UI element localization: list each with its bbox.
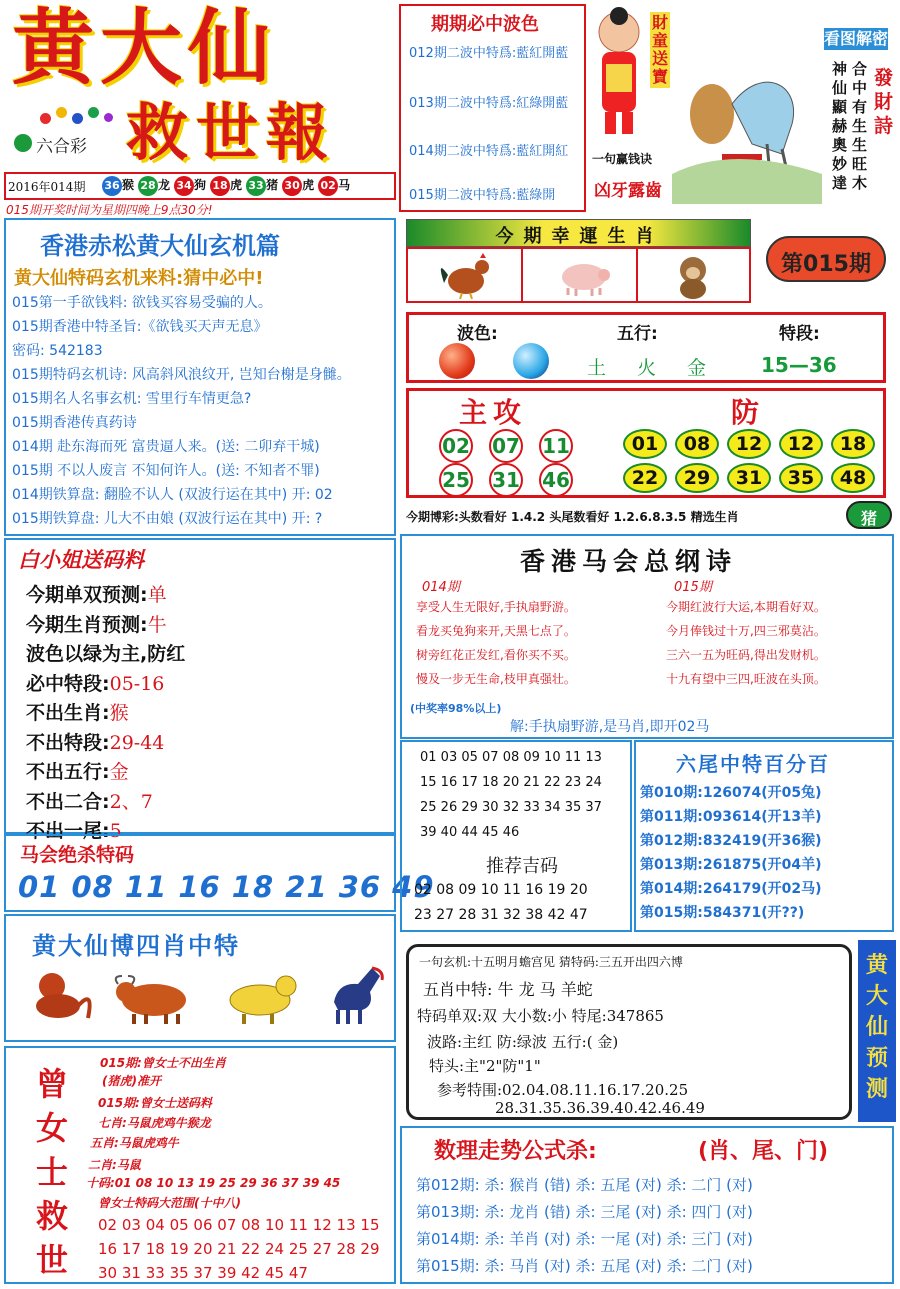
phrase: 凶牙露齒 — [594, 181, 662, 201]
poem-right-line: 十九有望中三四,旺波在头顶。 — [666, 672, 826, 686]
baixiao-row — [26, 639, 185, 666]
xuanji-line: 015期铁算盘: 儿大不由娘 (双波行运在其中) 开: ? — [12, 511, 323, 527]
element-label: 五行: — [617, 324, 658, 344]
xuanji-line: 015期香港传真药诗 — [12, 415, 137, 431]
tail-row: 第014期:264179(开02马) — [640, 881, 822, 897]
baixiao-row-value: 猴 — [109, 702, 129, 724]
tip-line: 参考特围:02.04.08.11.16.17.20.25 — [437, 1081, 689, 1099]
tip-line: 特头:主"2"防"1" — [429, 1057, 541, 1075]
zeng-box — [4, 1046, 396, 1284]
zeng-line: 015期:曾女士送码料 — [98, 1096, 212, 1110]
xuanji-line: 014期铁算盘: 翻脸不认人 (双波行运在其中) 开: 02 — [12, 487, 333, 503]
poem-box — [400, 534, 894, 739]
numbers-box — [400, 740, 632, 932]
baixiao-row-label: 不出二合: — [26, 790, 110, 813]
attrs-box — [406, 312, 886, 383]
number-row: 39 40 44 45 46 — [420, 825, 520, 840]
poem-left-line: 树旁红花正发红,看你买不买。 — [416, 648, 576, 662]
phrase-title: 一句赢钱诀 — [592, 152, 653, 166]
wave-line: 012期二波中特爲:藍紅開藍 — [409, 46, 569, 61]
blue-ball-icon — [513, 343, 549, 379]
xuanji-line: 015期 不以人废言 不知何许人。(送: 不知者不罪) — [12, 463, 320, 479]
baixiao-row — [26, 787, 153, 814]
zeng-line: 五肖:马鼠虎鸡牛 — [90, 1136, 179, 1150]
ox-icon — [110, 972, 196, 1026]
number-row: 25 26 29 30 32 33 34 35 37 — [420, 800, 602, 815]
monkey-icon — [668, 253, 718, 299]
wave-box-title: 期期必中波色 — [431, 14, 539, 35]
result-item — [210, 176, 242, 196]
tip-line: 波路:主红 防:绿波 五行:( 金) — [427, 1033, 619, 1051]
masthead-title-bottom: 救世報 — [126, 96, 337, 169]
formula-row: 第013期: 杀: 龙肖 (错) 杀: 三尾 (对) 杀: 四门 (对) — [416, 1203, 753, 1221]
four-title: 黄大仙博四肖中特 — [32, 932, 240, 960]
result-zodiac: 猪 — [266, 178, 279, 192]
tail-row: 第015期:584371(开??) — [640, 905, 805, 921]
result-item — [282, 176, 314, 196]
xuanji-line: 015期香港中特圣旨:《欲钱买天声无息》 — [12, 319, 268, 335]
xuanji-title: 香港赤松黄大仙玄机篇 — [40, 232, 280, 260]
horse-stool-icon — [672, 24, 822, 204]
kill-nums: 01 08 11 16 18 21 36 49 — [18, 870, 435, 904]
baixiao-row-value: 29-44 — [109, 731, 165, 754]
defend-number: 48 — [831, 463, 875, 493]
xuanji-line: 密码: 542183 — [12, 343, 103, 359]
baixiao-title: 白小姐送码料 — [18, 548, 144, 572]
poem-left-line: 看龙买兔狗来开,天黑七点了。 — [416, 624, 576, 638]
main-label: 主攻 — [459, 396, 528, 429]
poem-right-issue: 015期 — [674, 580, 712, 595]
red-ball-icon — [439, 343, 475, 379]
wealth-box — [588, 4, 672, 209]
defend-number: 01 — [623, 429, 667, 459]
main-number: 02 — [439, 429, 473, 463]
poem-col: 合中有生生旺木 — [852, 60, 868, 192]
baixiao-row — [26, 728, 164, 755]
zeng-line: 曾女士特码大范围(十中八) — [98, 1196, 241, 1210]
zeng-line: 十码:01 08 10 13 19 25 29 36 37 39 45 — [86, 1176, 341, 1190]
lucky-number-row: 23 27 28 31 32 38 42 47 — [414, 907, 588, 923]
tip-line: 28.31.35.36.39.40.42.46.49 — [495, 1099, 705, 1117]
poem-left-line: 慢及一步无生命,枝甲真强壮。 — [416, 672, 576, 686]
poem-picture — [672, 4, 898, 209]
poem-right-line: 今月俸钱过十万,四三邪莫沾。 — [666, 624, 826, 638]
tip-line: 五肖中特: 牛 龙 马 羊蛇 — [423, 980, 593, 999]
kill-title: 马会绝杀特码 — [20, 844, 135, 866]
main-number: 07 — [489, 429, 523, 463]
defend-label: 防 — [731, 396, 760, 429]
xuanji-line: 015期名人名事玄机: 雪里行车情更急? — [12, 391, 252, 407]
result-item — [102, 176, 134, 196]
tips-box — [406, 944, 852, 1120]
formula-row: 第014期: 杀: 羊肖 (对) 杀: 一尾 (对) 杀: 三门 (对) — [416, 1230, 753, 1248]
result-item — [246, 176, 278, 196]
baixiao-row — [26, 698, 129, 725]
baixiao-row-label: 不出生肖: — [26, 702, 110, 724]
kill-box — [4, 834, 435, 912]
segment-label: 特段: — [779, 324, 820, 344]
result-number: 28 — [138, 176, 158, 196]
lotto-label: 六合彩 — [36, 137, 87, 157]
tip-line: 特码单双:双 大小数:小 特尾:347865 — [417, 1007, 664, 1025]
poem-col: 神仙顯赫奧妙達 — [832, 60, 848, 192]
results-bar — [4, 172, 396, 200]
xuanji-box — [4, 218, 396, 536]
defend-number: 12 — [727, 429, 771, 459]
baixiao-row-label: 不出五行: — [26, 761, 110, 783]
rooster-icon — [436, 253, 496, 299]
baixiao-row — [26, 610, 167, 637]
baixiao-row-value: 05-16 — [109, 672, 165, 695]
tail-row: 第012期:832419(开36猴) — [640, 833, 822, 849]
baixiao-row-value: 金 — [109, 761, 129, 783]
four-box — [4, 914, 396, 1042]
xuanji-line: 014期 赴东海而死 富贵逼人来。(送: 二卯弃干城) — [12, 439, 320, 455]
footer-badge-label: 猪 — [860, 509, 877, 528]
element-1: 土 — [587, 357, 607, 379]
result-item — [174, 176, 206, 196]
baixiao-row-value: 2、7 — [109, 790, 153, 813]
result-item — [138, 176, 170, 196]
wave-line: 014期二波中特爲:藍紅開紅 — [409, 144, 569, 159]
formula-title-2: (肖、尾、门) — [698, 1139, 829, 1164]
footer-badge — [846, 501, 892, 529]
main-number: 25 — [439, 463, 473, 497]
results-row — [102, 176, 354, 198]
result-zodiac: 虎 — [302, 178, 315, 192]
element-3: 金 — [687, 357, 707, 379]
goat-icon — [220, 970, 300, 1026]
attack-box — [406, 388, 886, 498]
result-zodiac: 龙 — [158, 178, 171, 192]
wave-box — [399, 4, 586, 212]
tail-box — [634, 740, 894, 932]
baixiao-row-label: 今期单双预测: — [26, 584, 148, 606]
lucky-nums-title: 推荐吉码 — [486, 856, 558, 877]
zeng-line: (猪虎)准开 — [102, 1074, 161, 1088]
wave-line: 015期二波中特爲:藍綠開 — [409, 188, 556, 203]
defend-number: 12 — [779, 429, 823, 459]
baixiao-row-label: 必中特段: — [26, 672, 110, 695]
lotto-logo-icon — [14, 134, 32, 152]
defend-number: 29 — [675, 463, 719, 493]
defend-number: 22 — [623, 463, 667, 493]
defend-number: 31 — [727, 463, 771, 493]
number-row: 15 16 17 18 20 21 22 23 24 — [420, 775, 602, 790]
tail-title: 六尾中特百分百 — [676, 752, 830, 776]
draw-notice: 015期开奖时间为星期四晚上9点30分! — [6, 203, 213, 217]
pig-icon — [554, 257, 614, 297]
poem-rate: (中奖率98%以上) — [410, 702, 502, 715]
attack-footer: 今期博彩:头数看好 1.4.2 头尾数看好 1.2.6.8.3.5 精选生肖 — [406, 510, 739, 524]
zeng-range-row: 16 17 18 19 20 21 22 24 25 27 28 29 — [98, 1240, 380, 1258]
poem-pic-title: 看图解密 — [824, 29, 889, 48]
formula-row: 第012期: 杀: 猴肖 (错) 杀: 五尾 (对) 杀: 二门 (对) — [416, 1176, 753, 1194]
tail-row: 第010期:126074(开05兔) — [640, 785, 822, 801]
lucky-number-row: 02 08 09 10 11 16 19 20 — [414, 882, 588, 898]
baixiao-row-value: 单 — [147, 584, 167, 606]
baixiao-row-value: 牛 — [147, 613, 167, 636]
element-2: 火 — [637, 357, 657, 379]
defend-number: 35 — [779, 463, 823, 493]
baixiao-row-label: 今期生肖预测: — [26, 613, 148, 636]
baixiao-row — [26, 757, 129, 784]
result-number: 02 — [318, 176, 338, 196]
xuanji-line: 015期特码玄机诗: 风高斜风浪纹开, 岂知台榭是身雠。 — [12, 367, 351, 383]
result-number: 36 — [102, 176, 122, 196]
zeng-line: 015期:曾女士不出生肖 — [100, 1056, 226, 1070]
number-row: 01 03 05 07 08 09 10 11 13 — [420, 750, 602, 765]
lucky-animals — [406, 247, 751, 303]
xuanji-subtitle: 黄大仙特码玄机来料:猜中必中! — [14, 268, 264, 289]
formula-row: 第015期: 杀: 马肖 (对) 杀: 五尾 (对) 杀: 二门 (对) — [416, 1257, 753, 1275]
result-number: 33 — [246, 176, 266, 196]
color-dots-icon — [40, 107, 120, 127]
result-number: 34 — [174, 176, 194, 196]
main-number: 46 — [539, 463, 573, 497]
zeng-side: 曾女士救世 — [35, 1065, 68, 1279]
zeng-line: 七肖:马鼠虎鸡牛猴龙 — [98, 1116, 211, 1130]
masthead — [0, 0, 396, 215]
tail-row: 第013期:261875(开04羊) — [640, 857, 822, 873]
result-number: 18 — [210, 176, 230, 196]
baixiao-row-value: 5 — [109, 820, 122, 842]
defend-number: 08 — [675, 429, 719, 459]
baixiao-box — [4, 538, 396, 842]
zeng-line: 二肖:马鼠 — [88, 1158, 141, 1172]
defend-number: 18 — [831, 429, 875, 459]
result-zodiac: 狗 — [194, 178, 207, 192]
segment-value: 15—36 — [761, 353, 837, 377]
result-zodiac: 虎 — [230, 178, 243, 192]
issue-badge — [766, 236, 886, 282]
tail-row: 第011期:093614(开13羊) — [640, 809, 822, 825]
baixiao-row-label: 不出一尾: — [26, 820, 110, 842]
main-number: 11 — [539, 429, 573, 463]
wealth-child-icon — [590, 4, 648, 139]
result-zodiac: 马 — [338, 178, 351, 192]
issue-label: 2016年014期 — [8, 180, 86, 194]
lucky-title: 今期幸運生肖 — [495, 226, 664, 247]
result-number: 30 — [282, 176, 302, 196]
horse-icon — [318, 962, 390, 1026]
wave-line: 013期二波中特爲:紅綠開藍 — [409, 96, 569, 111]
tips-side — [858, 940, 896, 1122]
tip-line: 一句玄机:十五明月蟾宫见 猜特码:三五开出四六博 — [419, 955, 683, 969]
zeng-range-row: 02 03 04 05 06 07 08 10 11 12 13 15 — [98, 1216, 380, 1234]
lucky-title-bar — [406, 219, 751, 247]
baixiao-row-label: 不出特段: — [26, 731, 110, 754]
result-zodiac: 猴 — [122, 178, 135, 192]
poem-title: 香港马会总纲诗 — [520, 547, 738, 576]
poem-right-line: 三六一五为旺码,得出发财机。 — [666, 648, 826, 662]
baixiao-row — [26, 669, 164, 696]
poem-answer: 解:手执扇野游,是马肖,即开02马 — [510, 719, 710, 735]
baixiao-row-label: 波色以绿为主,防红 — [26, 643, 186, 665]
zeng-range-row: 30 31 33 35 37 39 42 45 47 — [98, 1264, 308, 1282]
masthead-title-top: 黄大仙 — [12, 0, 277, 96]
poem-left-line: 享受人生无限好,手执扇野游。 — [416, 600, 576, 614]
main-number: 31 — [489, 463, 523, 497]
formula-box — [400, 1126, 894, 1284]
monkey-icon — [22, 968, 96, 1024]
tips-side-label: 黄大仙预测 — [865, 953, 888, 1102]
poem-left-issue: 014期 — [422, 580, 460, 595]
issue-badge-label: 第015期 — [781, 252, 871, 277]
poem-right-line: 今期红波行大运,本期看好双。 — [666, 600, 826, 614]
baixiao-row — [26, 580, 167, 607]
poem-pic-tag: 發財詩 — [874, 67, 894, 137]
wave-label: 波色: — [457, 324, 498, 344]
result-item — [318, 176, 350, 196]
wealth-tag: 財童送寶 — [651, 13, 668, 86]
formula-title: 数理走势公式杀: — [434, 1139, 597, 1164]
xuanji-line: 015第一手欲钱料: 欲钱买容易受骗的人。 — [12, 295, 272, 311]
